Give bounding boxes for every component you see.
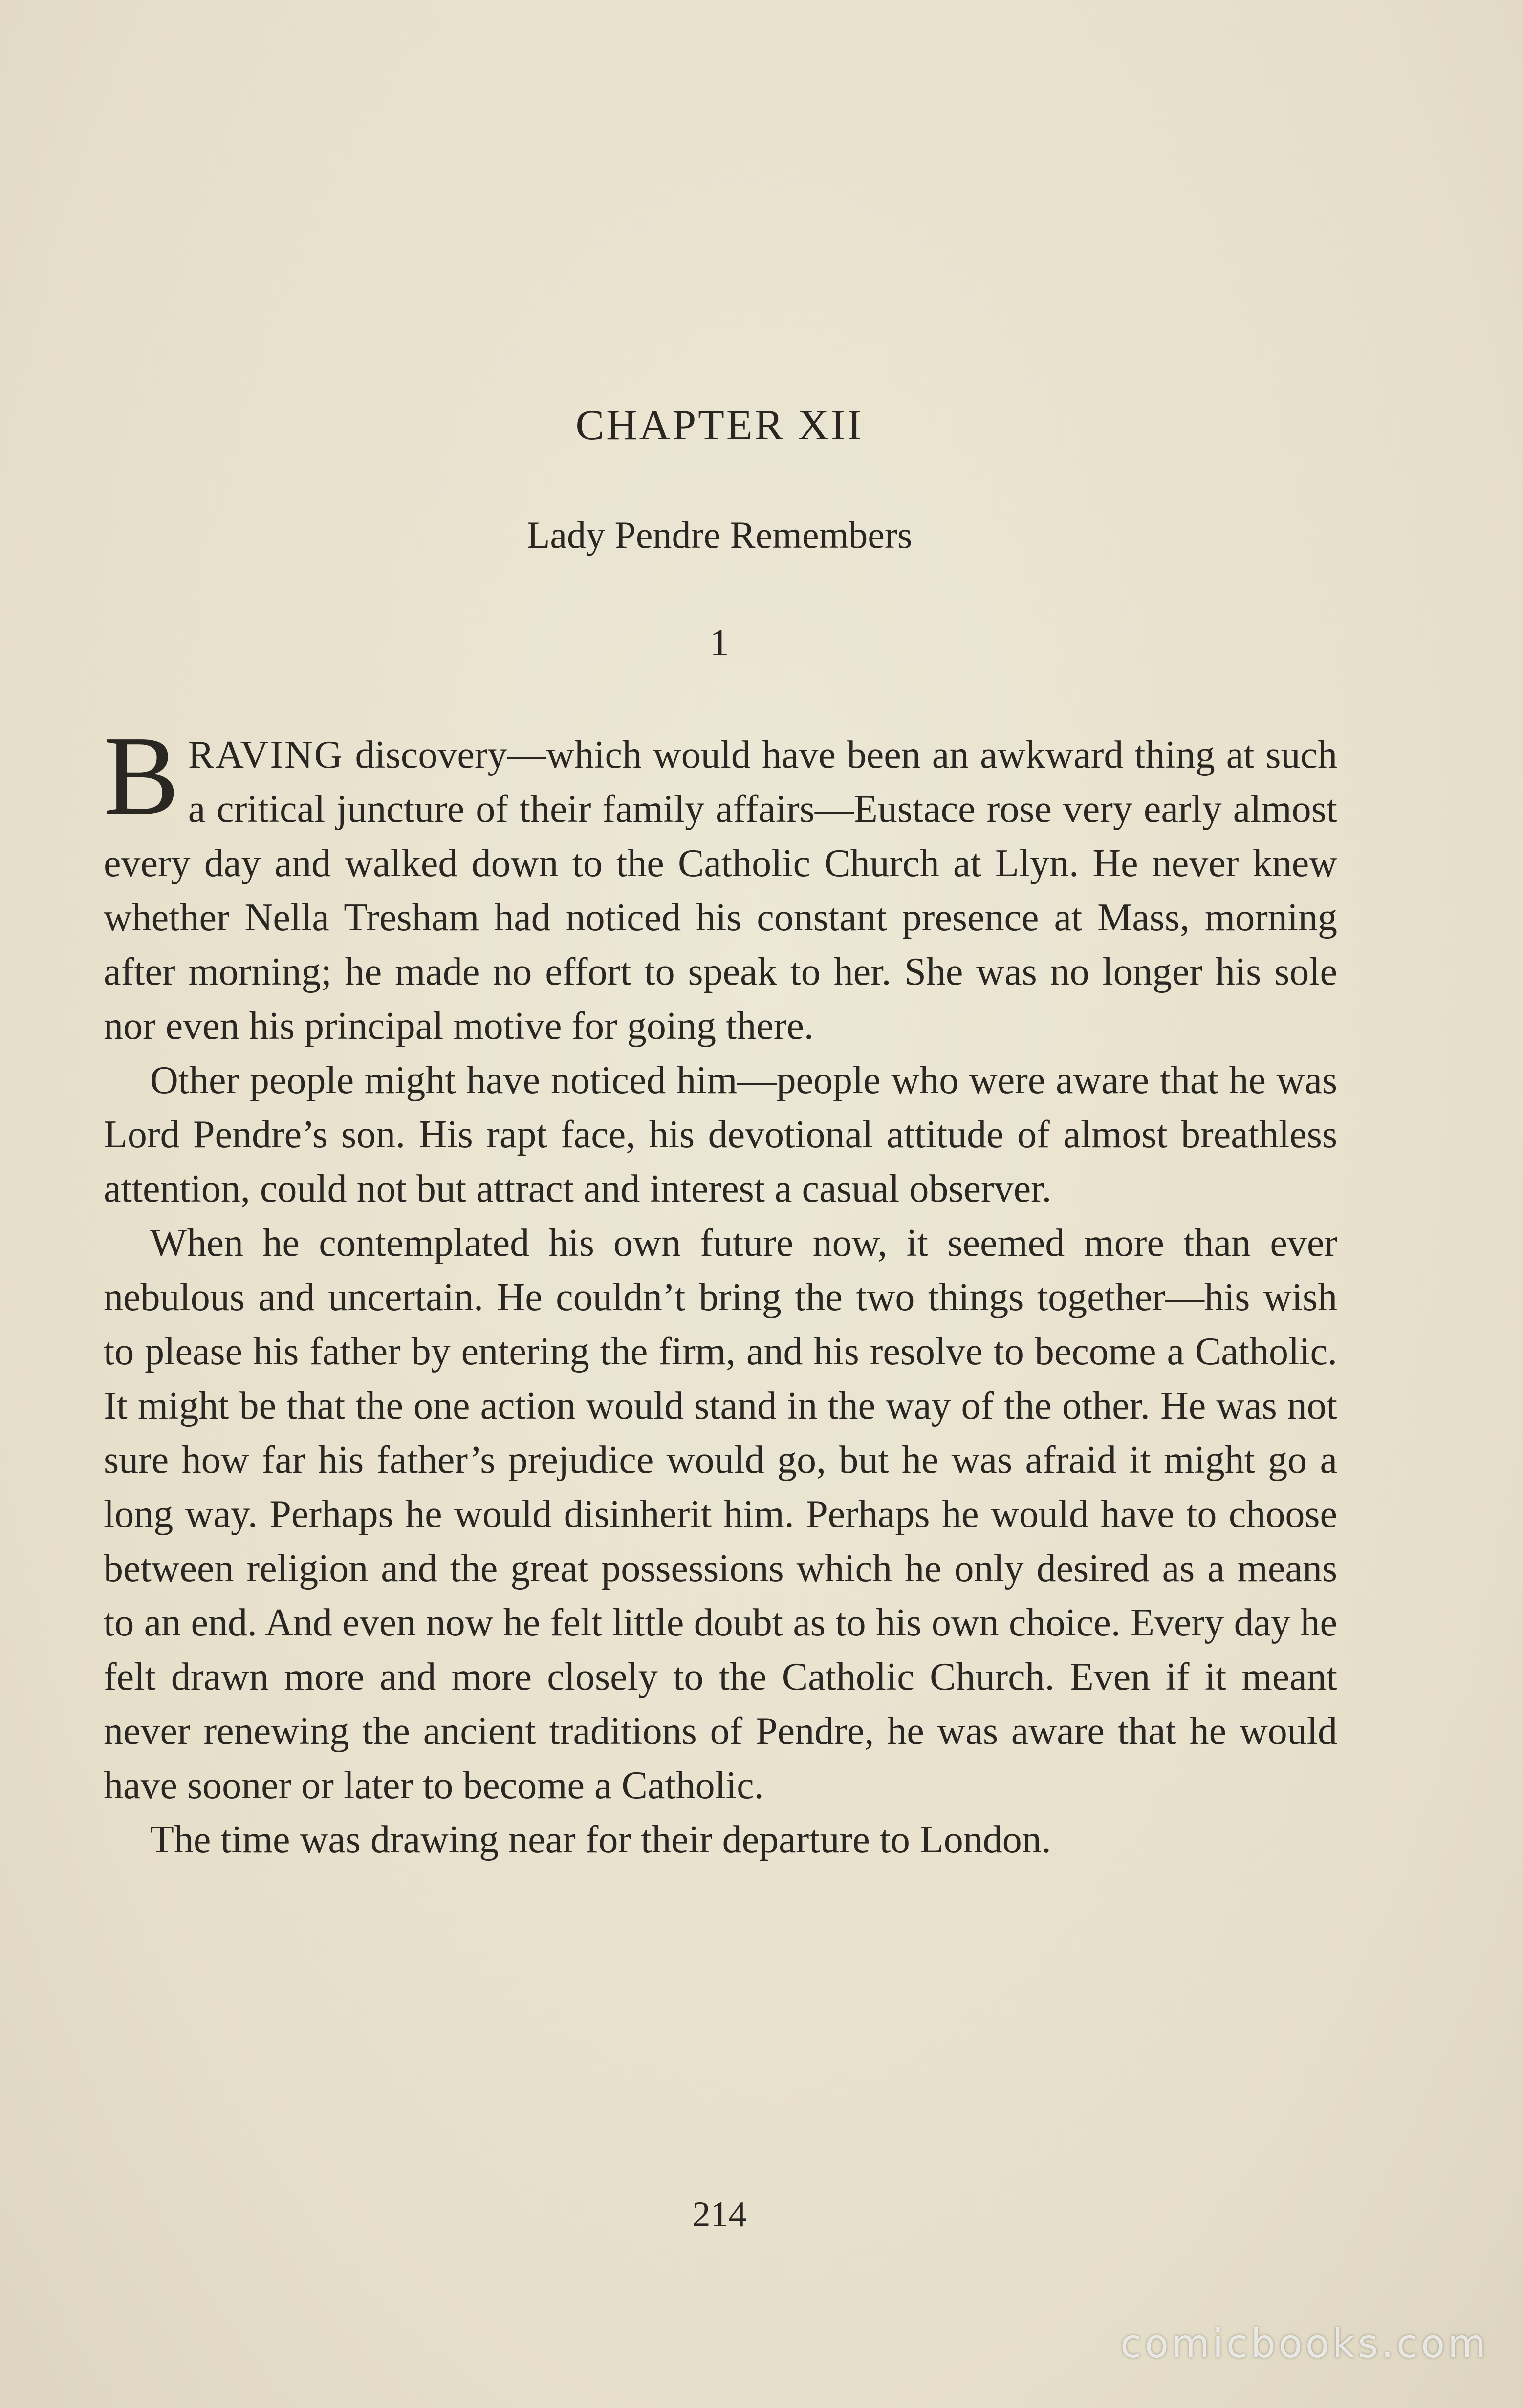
body-text [104,713,1337,1867]
opening-word: RAVING [188,733,344,776]
section-number: 1 [710,621,729,664]
paragraph-3: When he contemplated his own future now, it seemed more than ever nebulous and uncertain. He couldn’t bring the two things together—his wish to please his father by entering the firm, and his resolve to become a Catholic. It might be that the one action would stand in the way of the other. He was not sure how far his father’s prejudice would go, but he was afraid it might go a long way. Perhaps he would disinherit him. Perhaps he would have to choose between religion and the great possessions which he only desired as a means to an end. And even now he felt little doubt as to his own choice. Every day he felt drawn more and more closely to the Catholic Church. Even if it meant never renewing the ancient traditions of Pendre, he was aware that he would have sooner or later to become a Catholic. [104,1222,1337,1807]
drop-cap: B [104,713,179,838]
page-number: 214 [692,2194,747,2235]
chapter-heading: CHAPTER XII [575,402,864,449]
paragraph-2: Other people might have noticed him—people who were aware that he was Lord Pendre’s son. His rapt face, his devotional attitude of almost breathless attention, could not but attract and interest a casual observer. [104,1059,1337,1210]
paragraph-1 [104,713,1337,1054]
watermark: comicbooks.com [1120,2321,1489,2366]
paragraph-1-text: discovery—which would have been an awkward thing at such a critical juncture of their family affairs—Eustace rose very early almost every day and walked down to the Catholic Church at Llyn. He never knew whether Nella Tresham had noticed his constant presence at Mass, morning after morning; he made no effort to speak to her. She was no longer his sole nor even his principal motive for going there. [104,733,1337,1048]
chapter-subtitle: Lady Pendre Remembers [526,514,913,556]
paragraph-4: The time was drawing near for their departure to London. [150,1818,1051,1861]
